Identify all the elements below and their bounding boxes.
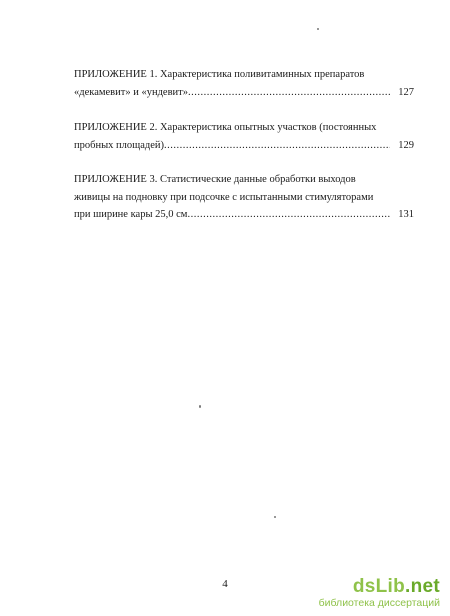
dslib-watermark[interactable]: [308, 577, 440, 610]
watermark-logo: [308, 577, 440, 597]
toc-page-number: 127: [398, 86, 414, 98]
watermark-logo-part2: .net: [405, 576, 440, 597]
scan-speck: [274, 516, 276, 518]
table-of-contents: [74, 66, 414, 242]
scan-speck: [317, 28, 319, 30]
watermark-tagline: библиотека диссертаций: [318, 597, 440, 609]
watermark-logo-part1: dsLib: [352, 576, 406, 597]
toc-leader-dots: [164, 137, 390, 155]
scan-speck: [199, 405, 201, 408]
toc-page-number: 131: [398, 209, 414, 220]
toc-entry-last-line: [74, 84, 414, 102]
page-number: 4: [222, 578, 228, 590]
toc-entry-text: ПРИЛОЖЕНИЕ 1. Характеристика поливитаминных препаратов: [74, 69, 365, 80]
toc-entry-last-line: [74, 206, 414, 224]
toc-entry-text: ПРИЛОЖЕНИЕ 2. Характеристика опытных участков (постоянных: [74, 122, 377, 133]
toc-page-number: 129: [398, 139, 414, 151]
toc-entry-appendix-2[interactable]: [74, 119, 414, 154]
toc-entry-text: ПРИЛОЖЕНИЕ 3. Статистические данные обработки выходов: [74, 174, 356, 185]
toc-leader-dots: [187, 206, 390, 224]
toc-leader-dots: [188, 84, 390, 102]
toc-entry-text: при ширине кары 25,0 см: [74, 209, 188, 220]
toc-entry-last-line: [74, 137, 414, 155]
toc-entry-appendix-1[interactable]: [74, 66, 414, 101]
toc-entry-text: пробных площадей): [74, 139, 164, 151]
toc-entry-text: живицы на подновку при подсочке с испытанными стимуляторами: [74, 191, 374, 203]
toc-entry-appendix-3[interactable]: [74, 171, 414, 224]
toc-entry-text: «декамевит» и «ундевит»: [74, 86, 188, 98]
